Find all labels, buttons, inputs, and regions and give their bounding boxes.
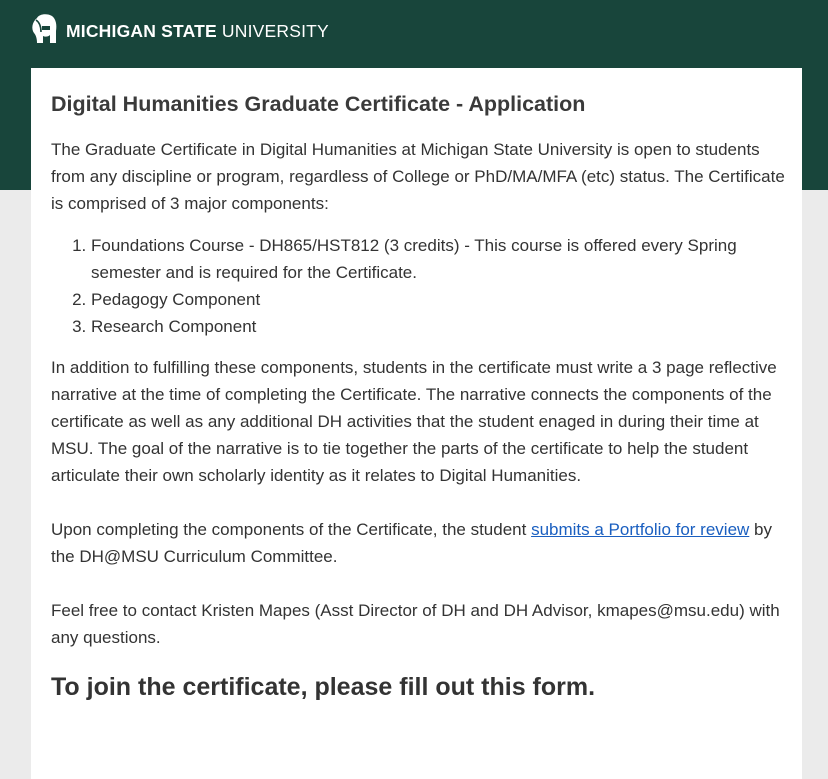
list-item: 1. Foundations Course - DH865/HST812 (3 credits) - This course is offered every Spring semester and is required for the Certificate. <box>91 232 786 286</box>
brand-name-bold: MICHIGAN STATE <box>66 20 217 41</box>
portfolio-paragraph <box>51 516 786 570</box>
contact-paragraph: Feel free to contact Kristen Mapes (Asst Director of DH and DH Advisor, kmapes@msu.edu) with any questions. <box>51 601 780 647</box>
spartan-helmet-icon <box>30 13 58 49</box>
portfolio-text-after: by the DH@MSU Curriculum Committee. <box>51 520 772 566</box>
university-brand[interactable] <box>30 12 329 50</box>
form-card <box>31 68 802 779</box>
list-item: 2. Pedagogy Component <box>91 286 786 313</box>
brand-name <box>66 21 329 42</box>
portfolio-link[interactable]: submits a Portfolio for review <box>531 520 750 539</box>
brand-name-light: UNIVERSITY <box>221 20 329 41</box>
join-heading: To join the certificate, please fill out this form. <box>51 673 596 701</box>
portfolio-text-before: Upon completing the components of the Certificate, the student <box>51 520 532 539</box>
intro-paragraph: The Graduate Certificate in Digital Humanities at Michigan State University is open to students from any discipline or program, regardless of College or PhD/MA/MFA (etc) status. The Certificate is comprised of 3 major components: <box>51 140 785 213</box>
form-title: Digital Humanities Graduate Certificate - Application <box>51 92 586 116</box>
narrative-paragraph: In addition to fulfilling these components, students in the certificate must write a 3 page reflective narrative at the time of completing the Certificate. The narrative connects the components of the certificate as well as any additional DH activities that the student enaged in during their time at MSU. The goal of the narrative is to tie together the parts of the certificate to help the student articulate their own scholarly identity as it relates to Digital Humanities. <box>51 358 777 485</box>
components-list <box>51 232 786 340</box>
form-description <box>51 90 786 703</box>
list-item: 3. Research Component <box>91 313 786 340</box>
